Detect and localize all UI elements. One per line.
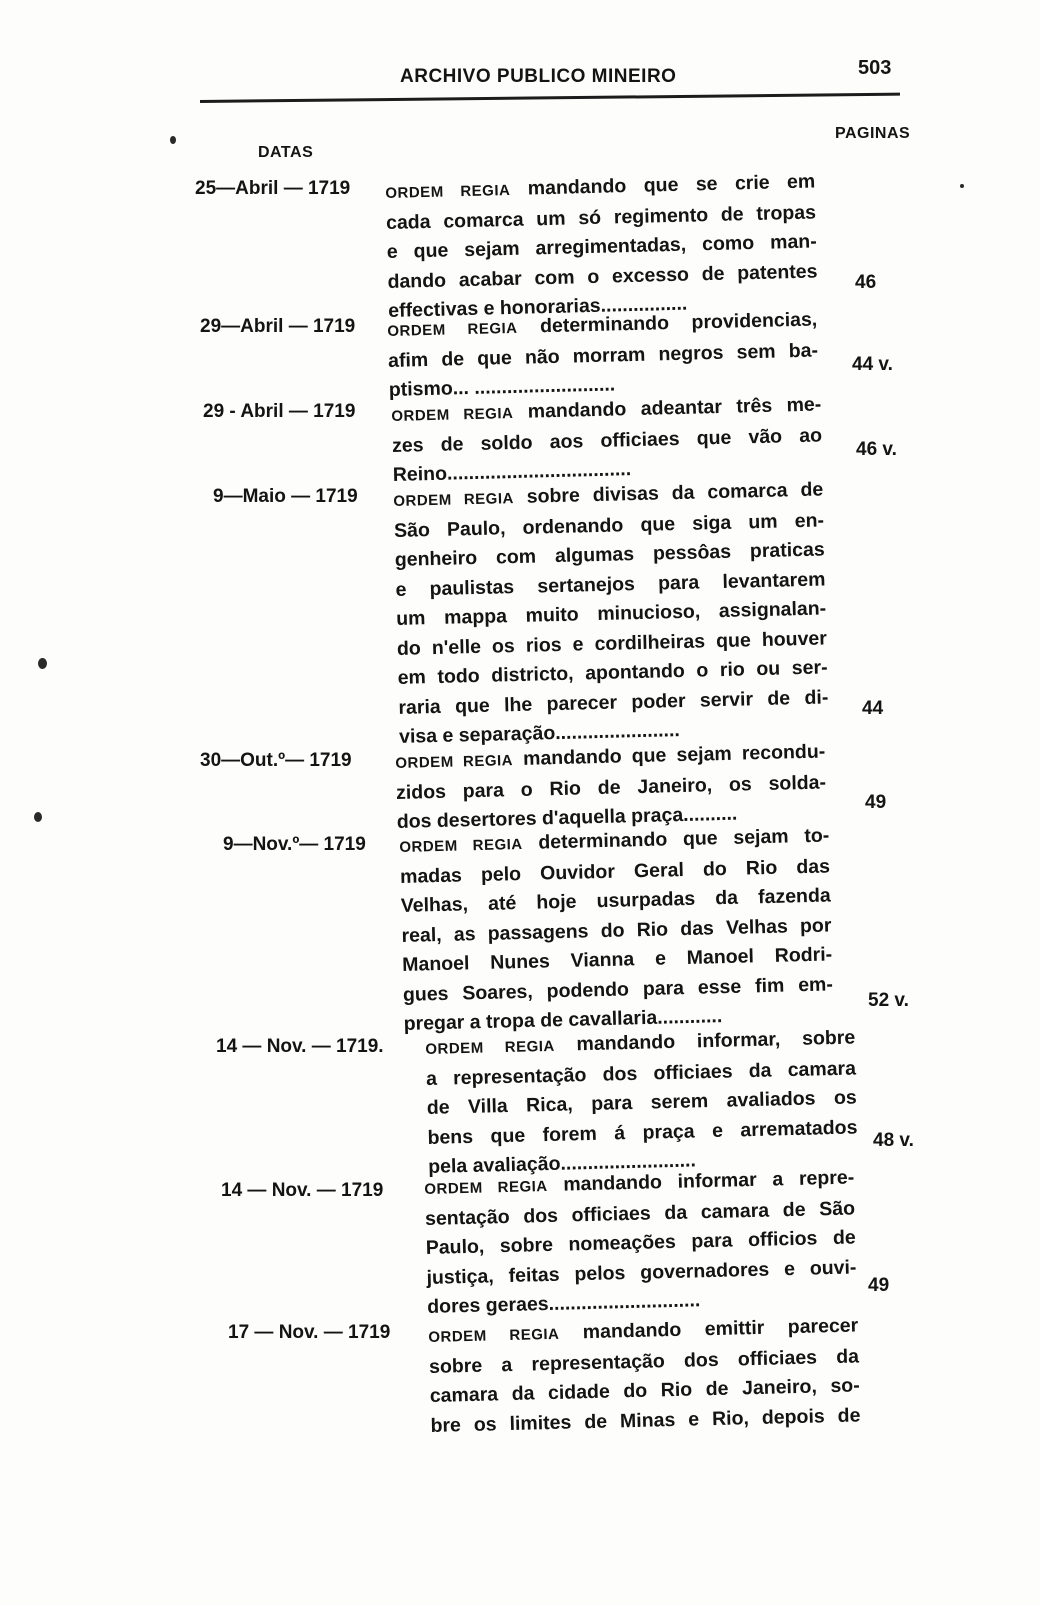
entry-line: Paulo, sobre nomeações para officios de bbox=[425, 1226, 856, 1259]
column-heading-dates: DATAS bbox=[258, 144, 314, 161]
entry-line: bens que forem á praça e arrematados bbox=[427, 1115, 858, 1149]
entry-date: 30—Out.º— 1719 bbox=[200, 750, 352, 771]
entry-line: do n'elle os rios e cordilheiras que houver bbox=[396, 626, 828, 660]
entry-line: sobre a representação dos officiaes da bbox=[428, 1344, 860, 1378]
entry-line: de Villa Rica, para serem avaliados os bbox=[426, 1086, 857, 1119]
entry-line: camara da cidade do Rio de Janeiro, so- bbox=[429, 1374, 860, 1407]
entry-line: effectivas e honorarias................ bbox=[387, 292, 688, 322]
entry-lead: ORDEM REGIA bbox=[428, 1325, 560, 1346]
entry-line: um mappa muito minucioso, assignalan- bbox=[395, 597, 827, 630]
entry-date: 14 — Nov. — 1719. bbox=[216, 1036, 384, 1057]
entry-date: 17 — Nov. — 1719 bbox=[228, 1322, 391, 1343]
entry-description bbox=[428, 1311, 861, 1440]
scan-speck bbox=[960, 184, 964, 188]
entry-line: sobre divisas da comarca de bbox=[526, 478, 824, 508]
entry-date: 9—Nov.º— 1719 bbox=[223, 834, 366, 855]
entry-page-ref: 46 v. bbox=[856, 439, 897, 460]
entry-line: a representação dos officiaes da camara bbox=[425, 1056, 857, 1090]
entry-line: raria que lhe parecer poder servir de di- bbox=[398, 685, 829, 719]
entry-line: e paulistas sertanejos para levantarem bbox=[395, 567, 826, 601]
entry-description bbox=[391, 390, 823, 490]
entry-line: mandando adeantar três me- bbox=[527, 393, 822, 423]
entry-line: Reino.................................. bbox=[392, 458, 632, 486]
entry-line: Velhas, até hoje usurpadas da fazenda bbox=[400, 884, 831, 917]
entry-line: determinando que sejam to- bbox=[538, 824, 830, 854]
entry-lead: ORDEM REGIA bbox=[425, 1037, 555, 1058]
entry-line: justiça, feitas pelos governadores e ouvi- bbox=[426, 1255, 857, 1289]
entry-page-ref: 49 bbox=[865, 792, 887, 813]
entry-lead: ORDEM REGIA bbox=[391, 405, 514, 425]
entry-line: Manoel Nunes Vianna e Manoel Rodri- bbox=[401, 943, 833, 976]
entry-line: e que sejam arregimentadas, como man- bbox=[386, 230, 817, 263]
scan-speck bbox=[170, 136, 176, 144]
entry-description bbox=[425, 1023, 858, 1182]
entry-line: zes de soldo aos officiaes que vão ao bbox=[391, 423, 823, 457]
entry-date: 29—Abril — 1719 bbox=[200, 316, 356, 337]
entry-line: gues Soares, podendo para esse fim em- bbox=[402, 972, 834, 1006]
entry-line: pela avaliação......................... bbox=[427, 1149, 697, 1178]
entry-line: afim de que não morram negros sem ba- bbox=[387, 338, 819, 372]
entry-page-ref: 44 bbox=[862, 698, 884, 719]
entry-line: madas pelo Ouvidor Geral do Rio das bbox=[399, 854, 831, 888]
entry-description bbox=[424, 1163, 857, 1322]
page-number: 503 bbox=[858, 57, 892, 79]
entry-line: em todo districto, apontando o rio ou ser- bbox=[397, 656, 828, 689]
entry-lead: ORDEM REGIA bbox=[385, 181, 511, 202]
entry-lead: ORDEM REGIA bbox=[424, 1177, 548, 1198]
entry-line: mandando emittir parecer bbox=[582, 1314, 859, 1344]
entry-page-ref: 48 v. bbox=[873, 1130, 914, 1151]
entry-lead: ORDEM REGIA bbox=[393, 490, 515, 510]
entry-line: dores geraes............................ bbox=[426, 1289, 701, 1318]
entry-line: sentação dos officiaes da camara de São bbox=[424, 1196, 856, 1230]
entry-date: 14 — Nov. — 1719 bbox=[221, 1180, 384, 1201]
entry-line: determinando providencias, bbox=[539, 308, 818, 338]
entry-lead: ORDEM REGIA bbox=[399, 835, 523, 856]
entry-line: ptismo... .......................... bbox=[388, 373, 616, 401]
entry-description bbox=[393, 475, 829, 752]
entry-line: visa e separação....................... bbox=[398, 719, 681, 748]
entry-page-ref: 52 v. bbox=[868, 990, 909, 1011]
entry-date: 9—Maio — 1719 bbox=[213, 486, 358, 507]
column-heading-pages: PAGINAS bbox=[835, 125, 911, 142]
entry-line: mandando que sejam recondu- bbox=[522, 740, 826, 770]
entry-description bbox=[385, 167, 818, 326]
entry-date: 25—Abril — 1719 bbox=[195, 178, 351, 199]
entry-page-ref: 46 bbox=[855, 272, 877, 293]
entry-date: 29 - Abril — 1719 bbox=[203, 401, 356, 422]
entry-description bbox=[387, 305, 819, 405]
scan-speck bbox=[34, 812, 42, 822]
entry-line: mandando que se crie em bbox=[527, 170, 816, 200]
entry-description bbox=[399, 821, 834, 1039]
entry-line: pregar a tropa de cavallaria............ bbox=[403, 1005, 723, 1035]
entry-page-ref: 44 v. bbox=[852, 354, 893, 375]
entry-line: bre os limites de Minas e Rio, depois de bbox=[430, 1403, 861, 1437]
entry-line: mandando informar a repre- bbox=[563, 1166, 855, 1196]
running-title: ARCHIVO PUBLICO MINEIRO bbox=[400, 66, 677, 87]
entry-line: dando acabar com o excesso de patentes bbox=[387, 259, 818, 293]
entry-line: genheiro com algumas pessôas praticas bbox=[394, 538, 825, 571]
entry-line: cada comarca um só regimento de tropas bbox=[385, 200, 817, 234]
entry-line: real, as passagens do Rio das Velhas por bbox=[401, 913, 832, 947]
entry-line: São Paulo, ordenando que siga um en- bbox=[393, 508, 825, 542]
entry-line: mandando informar, sobre bbox=[576, 1026, 856, 1056]
entry-lead: ORDEM REGIA bbox=[395, 752, 514, 772]
entry-line: zidos para o Rio de Janeiro, os solda- bbox=[395, 770, 827, 804]
header-rule bbox=[200, 93, 900, 103]
entry-lead: ORDEM REGIA bbox=[387, 319, 518, 340]
entry-page-ref: 49 bbox=[868, 1275, 890, 1296]
entry-line: dos desertores d'aquella praça.......... bbox=[396, 802, 738, 833]
scan-speck bbox=[38, 658, 47, 669]
